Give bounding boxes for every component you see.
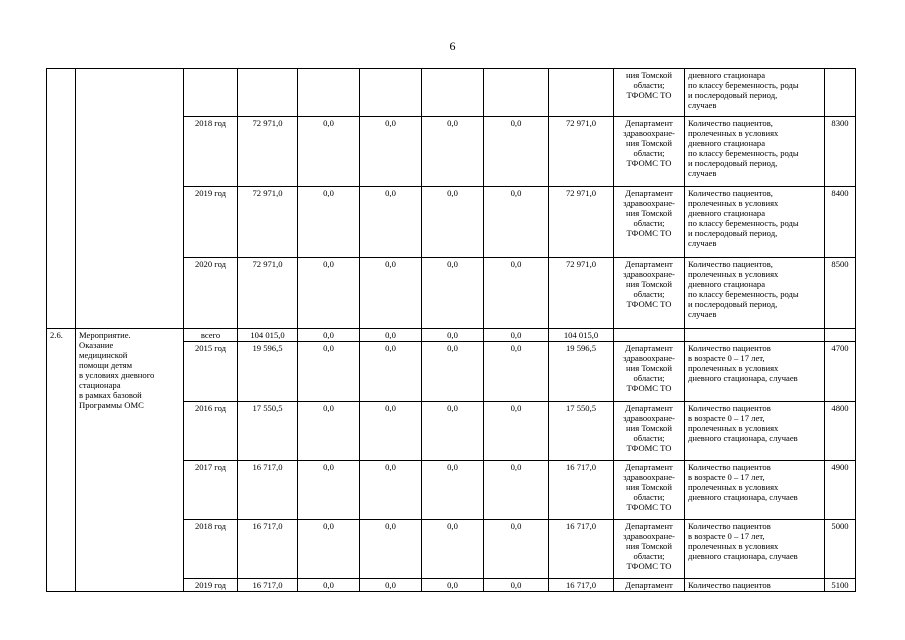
table-row [47, 329, 856, 342]
indicator-line: дневного стационара, случаев [688, 492, 798, 502]
value-total-cell: 72 971,0 [238, 117, 298, 187]
indicator-line: Количество пациентов [688, 343, 771, 353]
executor-line: здравоохране- [623, 198, 675, 208]
executor-line: ТФОМС ТО [626, 228, 672, 238]
executor-cell [614, 187, 685, 258]
executor-line: области; [633, 218, 665, 228]
value-other-cell: 0,0 [484, 117, 549, 187]
indicator-line: по классу беременность, роды [688, 80, 799, 90]
value-local-cell: 0,0 [422, 117, 484, 187]
executor-line: ТФОМС ТО [626, 158, 672, 168]
indicator-line: Количество пациентов, [688, 259, 773, 269]
value-regional-cell: 0,0 [360, 402, 422, 461]
indicator-line: Количество пациентов, [688, 188, 773, 198]
executor-line: Департамент [625, 462, 673, 472]
indicator-line: случаев [688, 168, 717, 178]
year-cell [184, 69, 238, 117]
year-cell: 2018 год [184, 520, 238, 579]
value-oms-cell: 19 596,5 [549, 342, 614, 402]
value-oms-cell: 16 717,0 [549, 461, 614, 520]
value-total-cell: 104 015,0 [238, 329, 298, 342]
indicator-line: по классу беременность, роды [688, 218, 799, 228]
event-title-line: Оказание [79, 340, 114, 350]
executor-line: здравоохране- [623, 128, 675, 138]
value-local-cell: 0,0 [422, 461, 484, 520]
indicator-line: Количество пациентов [688, 462, 771, 472]
indicator-line: случаев [688, 100, 717, 110]
indicator-line: Количество пациентов, [688, 118, 773, 128]
value-local-cell [422, 69, 484, 117]
event-number-cell [47, 69, 76, 329]
indicator-line: пролеченных в условиях [688, 423, 779, 433]
indicator-line: пролеченных в условиях [688, 269, 779, 279]
executor-cell [614, 520, 685, 579]
value-federal-cell: 0,0 [298, 579, 360, 592]
executor-cell [614, 402, 685, 461]
event-title-line: в рамках базовой [79, 390, 142, 400]
indicator-line: случаев [688, 238, 717, 248]
executor-line: области; [633, 551, 665, 561]
executor-line: Департамент [625, 188, 673, 198]
indicator-line: и послеродовый период, [688, 90, 778, 100]
executor-line: ния Томской [626, 423, 672, 433]
value-other-cell: 0,0 [484, 187, 549, 258]
value-federal-cell: 0,0 [298, 117, 360, 187]
event-title-cell [76, 69, 184, 329]
year-cell: 2019 год [184, 579, 238, 592]
executor-line: Департамент [625, 343, 673, 353]
value-federal-cell: 0,0 [298, 402, 360, 461]
executor-line: области; [633, 80, 665, 90]
executor-line: области; [633, 148, 665, 158]
indicator-line: дневного стационара, случаев [688, 551, 798, 561]
indicator-cell [685, 258, 825, 329]
executor-line: здравоохране- [623, 472, 675, 482]
indicator-line: и послеродовый период, [688, 299, 778, 309]
target-value-cell: 5000 [825, 520, 856, 579]
value-regional-cell: 0,0 [360, 461, 422, 520]
value-regional-cell: 0,0 [360, 258, 422, 329]
executor-cell [614, 342, 685, 402]
indicator-line: в возрасте 0 – 17 лет, [688, 413, 765, 423]
value-other-cell: 0,0 [484, 258, 549, 329]
value-federal-cell: 0,0 [298, 461, 360, 520]
value-oms-cell: 72 971,0 [549, 187, 614, 258]
value-other-cell: 0,0 [484, 402, 549, 461]
executor-line: ТФОМС ТО [626, 90, 672, 100]
executor-cell [614, 579, 685, 592]
value-other-cell: 0,0 [484, 520, 549, 579]
event-title-line: помощи детям [79, 360, 133, 370]
value-local-cell: 0,0 [422, 329, 484, 342]
target-value-cell: 4900 [825, 461, 856, 520]
target-value-cell [825, 329, 856, 342]
event-title-line: Программы ОМС [79, 400, 144, 410]
target-value-cell: 8300 [825, 117, 856, 187]
indicator-line: пролеченных в условиях [688, 482, 779, 492]
program-events-table [46, 68, 856, 592]
value-total-cell: 16 717,0 [238, 461, 298, 520]
target-value-cell [825, 69, 856, 117]
value-federal-cell: 0,0 [298, 342, 360, 402]
event-title-line: стационара [79, 380, 121, 390]
executor-line: области; [633, 373, 665, 383]
indicator-line: дневного стационара [688, 138, 766, 148]
executor-cell [614, 461, 685, 520]
executor-line: здравоохране- [623, 413, 675, 423]
year-cell: 2018 год [184, 117, 238, 187]
year-cell: 2017 год [184, 461, 238, 520]
value-local-cell: 0,0 [422, 520, 484, 579]
executor-line: ния Томской [626, 363, 672, 373]
indicator-line: в возрасте 0 – 17 лет, [688, 531, 765, 541]
value-local-cell: 0,0 [422, 187, 484, 258]
target-value-cell: 5100 [825, 579, 856, 592]
value-local-cell: 0,0 [422, 402, 484, 461]
executor-line: здравоохране- [623, 531, 675, 541]
table-row [47, 69, 856, 117]
indicator-cell [685, 342, 825, 402]
indicator-cell [685, 520, 825, 579]
target-value-cell: 4800 [825, 402, 856, 461]
indicator-cell [685, 461, 825, 520]
value-total-cell: 72 971,0 [238, 187, 298, 258]
executor-line: ТФОМС ТО [626, 383, 672, 393]
indicator-line: пролеченных в условиях [688, 363, 779, 373]
executor-line: области; [633, 289, 665, 299]
executor-line: Департамент [625, 118, 673, 128]
executor-line: ТФОМС ТО [626, 299, 672, 309]
indicator-line: и послеродовый период, [688, 158, 778, 168]
indicator-line: дневного стационара [688, 279, 766, 289]
indicator-line: по классу беременность, роды [688, 289, 799, 299]
executor-cell [614, 69, 685, 117]
value-local-cell: 0,0 [422, 258, 484, 329]
value-total-cell: 16 717,0 [238, 579, 298, 592]
indicator-line: и послеродовый период, [688, 228, 778, 238]
indicator-line: случаев [688, 309, 717, 319]
executor-line: ния Томской [626, 541, 672, 551]
year-cell: 2015 год [184, 342, 238, 402]
value-total-cell: 17 550,5 [238, 402, 298, 461]
value-federal-cell: 0,0 [298, 329, 360, 342]
indicator-line: в возрасте 0 – 17 лет, [688, 353, 765, 363]
target-value-cell: 8400 [825, 187, 856, 258]
value-local-cell: 0,0 [422, 342, 484, 402]
indicator-line: пролеченных в условиях [688, 198, 779, 208]
indicator-line: дневного стационара, случаев [688, 373, 798, 383]
value-total-cell: 72 971,0 [238, 258, 298, 329]
event-number-cell: 2.6. [47, 329, 76, 592]
executor-line: здравоохране- [623, 353, 675, 363]
indicator-line: в возрасте 0 – 17 лет, [688, 472, 765, 482]
executor-cell [614, 117, 685, 187]
executor-line: области; [633, 492, 665, 502]
event-title-line: Мероприятие. [79, 330, 131, 340]
target-value-cell: 4700 [825, 342, 856, 402]
executor-line: здравоохране- [623, 269, 675, 279]
value-total-cell: 19 596,5 [238, 342, 298, 402]
value-federal-cell: 0,0 [298, 187, 360, 258]
indicator-line: Количество пациентов [688, 403, 771, 413]
value-regional-cell: 0,0 [360, 329, 422, 342]
indicator-cell [685, 402, 825, 461]
value-oms-cell: 104 015,0 [549, 329, 614, 342]
value-other-cell: 0,0 [484, 461, 549, 520]
event-title-line: в условиях дневного [79, 370, 155, 380]
target-value-cell: 8500 [825, 258, 856, 329]
value-oms-cell: 17 550,5 [549, 402, 614, 461]
value-federal-cell: 0,0 [298, 258, 360, 329]
value-regional-cell [360, 69, 422, 117]
value-regional-cell: 0,0 [360, 520, 422, 579]
table-body [47, 69, 856, 592]
executor-line: ТФОМС ТО [626, 502, 672, 512]
indicator-cell [685, 69, 825, 117]
value-total-cell: 16 717,0 [238, 520, 298, 579]
value-oms-cell: 16 717,0 [549, 579, 614, 592]
indicator-line: по классу беременность, роды [688, 148, 799, 158]
value-other-cell [484, 69, 549, 117]
indicator-line: дневного стационара, случаев [688, 433, 798, 443]
indicator-cell [685, 187, 825, 258]
indicator-line: Количество пациентов [688, 521, 771, 531]
executor-line: ния Томской [626, 138, 672, 148]
year-cell: 2020 год [184, 258, 238, 329]
executor-line: ТФОМС ТО [626, 561, 672, 571]
value-federal-cell: 0,0 [298, 520, 360, 579]
executor-line: ния Томской [626, 70, 672, 80]
value-total-cell [238, 69, 298, 117]
executor-line: Департамент [625, 403, 673, 413]
indicator-line: пролеченных в условиях [688, 541, 779, 551]
indicator-cell [685, 329, 825, 342]
executor-line: Департамент [625, 580, 673, 590]
value-federal-cell [298, 69, 360, 117]
indicator-line: дневного стационара [688, 70, 766, 80]
indicator-cell [685, 579, 825, 592]
value-other-cell: 0,0 [484, 329, 549, 342]
year-cell: 2016 год [184, 402, 238, 461]
value-other-cell: 0,0 [484, 579, 549, 592]
value-regional-cell: 0,0 [360, 187, 422, 258]
executor-line: ния Томской [626, 482, 672, 492]
value-oms-cell: 16 717,0 [549, 520, 614, 579]
year-cell: 2019 год [184, 187, 238, 258]
indicator-cell [685, 117, 825, 187]
executor-line: ния Томской [626, 208, 672, 218]
page-number: 6 [449, 39, 456, 53]
year-cell: всего [184, 329, 238, 342]
value-oms-cell: 72 971,0 [549, 258, 614, 329]
event-title-cell [76, 329, 184, 592]
value-oms-cell: 72 971,0 [549, 117, 614, 187]
value-regional-cell: 0,0 [360, 579, 422, 592]
value-regional-cell: 0,0 [360, 342, 422, 402]
executor-cell [614, 258, 685, 329]
executor-line: ТФОМС ТО [626, 443, 672, 453]
value-other-cell: 0,0 [484, 342, 549, 402]
executor-cell [614, 329, 685, 342]
executor-line: Департамент [625, 521, 673, 531]
executor-line: ния Томской [626, 279, 672, 289]
indicator-line: пролеченных в условиях [688, 128, 779, 138]
indicator-line: дневного стационара [688, 208, 766, 218]
value-regional-cell: 0,0 [360, 117, 422, 187]
event-title-line: медицинской [79, 350, 128, 360]
value-oms-cell [549, 69, 614, 117]
executor-line: области; [633, 433, 665, 443]
executor-line: Департамент [625, 259, 673, 269]
indicator-line: Количество пациентов [688, 580, 771, 590]
value-local-cell: 0,0 [422, 579, 484, 592]
